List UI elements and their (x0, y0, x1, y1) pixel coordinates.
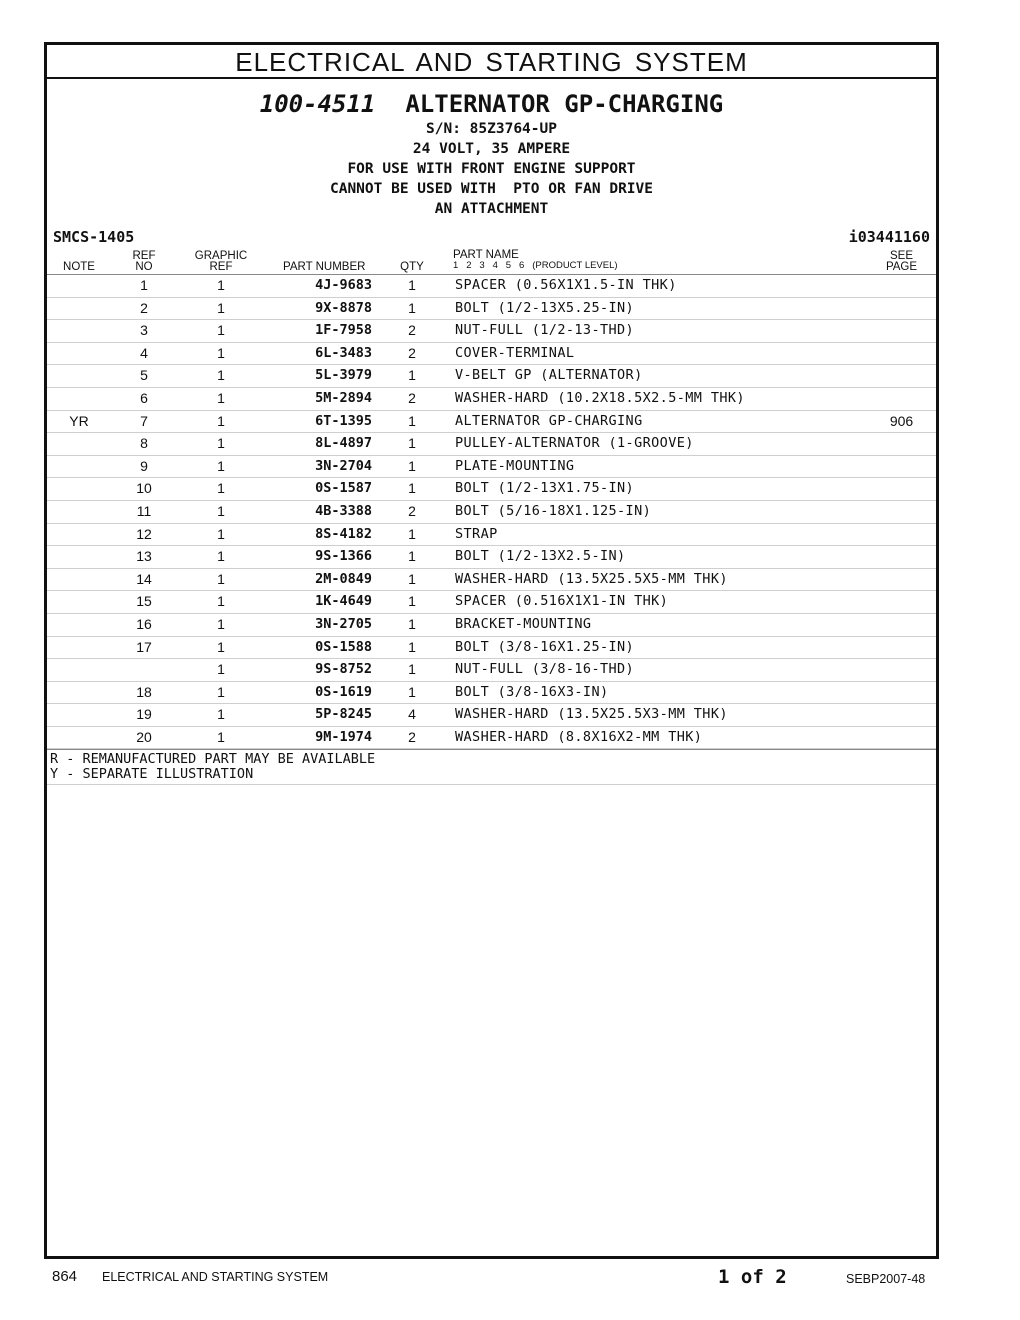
col-graphic-top: GRAPHIC (194, 250, 248, 262)
table-row (47, 591, 936, 614)
part-name-cell: BOLT (1/2-13X5.25-IN) (455, 299, 635, 316)
part-number-cell: 6T-1395 (315, 412, 372, 429)
qty-cell: 1 (408, 638, 416, 655)
parts-page-frame (44, 42, 939, 1259)
qty-cell: 2 (408, 322, 416, 339)
ref-no-cell: 20 (136, 728, 152, 745)
ref-no-cell: 16 (136, 615, 152, 632)
ref-no-cell: 5 (140, 367, 148, 384)
qty-cell: 1 (408, 548, 416, 565)
qty-cell: 1 (408, 435, 416, 452)
part-number-cell: 1K-4649 (315, 593, 372, 610)
graphic-ref-cell: 1 (217, 457, 225, 474)
table-row (47, 320, 936, 343)
table-row (47, 388, 936, 411)
ref-no-cell: 13 (136, 548, 152, 565)
section-title: ELECTRICAL AND STARTING SYSTEM (47, 45, 936, 79)
code-row (47, 228, 936, 248)
table-row (47, 659, 936, 682)
smcs-code: SMCS-1405 (53, 228, 135, 246)
table-row (47, 456, 936, 479)
part-name-cell: COVER-TERMINAL (455, 344, 575, 361)
qty-cell: 1 (408, 570, 416, 587)
table-row (47, 524, 936, 547)
table-row (47, 704, 936, 727)
part-number-cell: 3N-2704 (315, 457, 372, 474)
group-number: 100-4511 (259, 90, 376, 118)
usage-note: FOR USE WITH FRONT ENGINE SUPPORT (347, 161, 636, 177)
table-row (47, 682, 936, 705)
part-number-cell: 5M-2894 (315, 389, 372, 406)
graphic-ref-cell: 1 (217, 706, 225, 723)
part-number-cell: 9M-1974 (315, 728, 372, 745)
qty-cell: 1 (408, 615, 416, 632)
col-qty: QTY (400, 261, 424, 273)
graphic-ref-cell: 1 (217, 728, 225, 745)
part-number-cell: 9X-8878 (315, 299, 372, 316)
group-title-block (47, 79, 936, 219)
part-name-cell: STRAP (455, 525, 498, 542)
graphic-ref-cell: 1 (217, 661, 225, 678)
col-graphic-bottom: REF (209, 261, 233, 273)
part-name-cell: PULLEY-ALTERNATOR (1-GROOVE) (455, 435, 694, 452)
graphic-ref-cell: 1 (217, 435, 225, 452)
legend-remanufactured: R - REMANUFACTURED PART MAY BE AVAILABLE (50, 751, 376, 768)
ref-no-cell: 19 (136, 706, 152, 723)
part-number-cell: 6L-3483 (315, 344, 372, 361)
part-name-cell: NUT-FULL (1/2-13-THD) (455, 322, 635, 339)
table-row (47, 569, 936, 592)
ref-no-cell: 15 (136, 593, 152, 610)
col-ref-bottom: NO (135, 261, 153, 273)
graphic-ref-cell: 1 (217, 570, 225, 587)
col-note: NOTE (63, 261, 95, 273)
table-row (47, 411, 936, 434)
table-row (47, 365, 936, 388)
part-name-cell: PLATE-MOUNTING (455, 457, 575, 474)
graphic-ref-cell: 1 (217, 412, 225, 429)
part-name-cell: NUT-FULL (3/8-16-THD) (455, 661, 635, 678)
part-name-cell: BOLT (1/2-13X1.75-IN) (455, 480, 635, 497)
graphic-ref-cell: 1 (217, 322, 225, 339)
ref-no-cell: 6 (140, 389, 148, 406)
ref-no-cell: 10 (136, 480, 152, 497)
graphic-ref-cell: 1 (217, 480, 225, 497)
table-row (47, 343, 936, 366)
ref-no-cell: 8 (140, 435, 148, 452)
qty-cell: 1 (408, 457, 416, 474)
graphic-ref-cell: 1 (217, 525, 225, 542)
note-legend (47, 749, 936, 785)
table-row (47, 478, 936, 501)
restriction-note: CANNOT BE USED WITH PTO OR FAN DRIVE (329, 181, 653, 197)
note-cell: YR (69, 412, 89, 429)
part-number-cell: 4J-9683 (315, 277, 372, 293)
part-number-cell: 8S-4182 (315, 525, 372, 542)
part-number-cell: 0S-1619 (315, 683, 372, 700)
ref-no-cell: 12 (136, 525, 152, 542)
part-number-cell: 1F-7958 (315, 322, 372, 339)
part-name-cell: ALTERNATOR GP-CHARGING (455, 412, 643, 429)
graphic-ref-cell: 1 (217, 638, 225, 655)
qty-cell: 1 (408, 593, 416, 610)
ref-no-cell: 2 (140, 299, 148, 316)
ref-no-cell: 9 (140, 457, 148, 474)
qty-cell: 2 (408, 344, 416, 361)
part-name-cell: BOLT (3/8-16X3-IN) (455, 683, 609, 700)
qty-cell: 2 (408, 728, 416, 745)
col-see-bottom: PAGE (885, 261, 918, 273)
qty-cell: 1 (408, 525, 416, 542)
ref-no-cell: 4 (140, 344, 148, 361)
part-name-cell: WASHER-HARD (10.2X18.5X2.5-MM THK) (455, 389, 745, 406)
ref-no-cell: 7 (140, 412, 148, 429)
part-name-cell: SPACER (0.56X1X1.5-IN THK) (455, 277, 677, 293)
graphic-ref-cell: 1 (217, 593, 225, 610)
part-number-cell: 4B-3388 (315, 502, 372, 519)
see-page-cell: 906 (889, 412, 914, 429)
ref-no-cell: 14 (136, 570, 152, 587)
qty-cell: 1 (408, 277, 416, 293)
group-title (47, 89, 936, 119)
part-name-cell: WASHER-HARD (13.5X25.5X3-MM THK) (455, 706, 728, 723)
group-name: ALTERNATOR GP-CHARGING (405, 90, 724, 118)
part-number-cell: 9S-1366 (315, 548, 372, 565)
qty-cell: 1 (408, 367, 416, 384)
part-number-cell: 5L-3979 (315, 367, 372, 384)
page-number: 864 (52, 1268, 78, 1285)
document-id: SEBP2007-48 (846, 1272, 926, 1286)
qty-cell: 2 (408, 502, 416, 519)
graphic-ref-cell: 1 (217, 299, 225, 316)
graphic-ref-cell: 1 (217, 277, 225, 293)
part-name-cell: BOLT (5/16-18X1.125-IN) (455, 502, 652, 519)
table-row (47, 433, 936, 456)
table-header (47, 248, 936, 275)
part-number-cell: 9S-8752 (315, 661, 372, 678)
ref-no-cell: 17 (136, 638, 152, 655)
table-row (47, 275, 936, 298)
ref-no-cell: 1 (140, 277, 148, 293)
part-name-cell: SPACER (0.516X1X1-IN THK) (455, 593, 669, 610)
part-number-cell: 3N-2705 (315, 615, 372, 632)
graphic-ref-cell: 1 (217, 502, 225, 519)
part-name-cell: WASHER-HARD (8.8X16X2-MM THK) (455, 728, 703, 745)
part-name-cell: BOLT (1/2-13X2.5-IN) (455, 548, 626, 565)
illustration-id: i03441160 (848, 228, 930, 246)
table-row (47, 546, 936, 569)
ref-no-cell: 11 (136, 502, 152, 519)
rating-line: 24 VOLT, 35 AMPERE (412, 141, 571, 157)
part-name-cell: V-BELT GP (ALTERNATOR) (455, 367, 643, 384)
col-part-number: PART NUMBER (283, 261, 366, 273)
col-product-level: 1 2 3 4 5 6 (PRODUCT LEVEL) (453, 260, 618, 271)
col-ref-top: REF (132, 250, 156, 262)
part-name-cell: BRACKET-MOUNTING (455, 615, 592, 632)
part-name-cell: BOLT (3/8-16X1.25-IN) (455, 638, 635, 655)
part-number-cell: 8L-4897 (315, 435, 372, 452)
ref-no-cell: 3 (140, 322, 148, 339)
qty-cell: 1 (408, 480, 416, 497)
part-number-cell: 0S-1588 (315, 638, 372, 655)
qty-cell: 1 (408, 683, 416, 700)
graphic-ref-cell: 1 (217, 683, 225, 700)
table-row (47, 298, 936, 321)
graphic-ref-cell: 1 (217, 344, 225, 361)
graphic-ref-cell: 1 (217, 367, 225, 384)
graphic-ref-cell: 1 (217, 615, 225, 632)
col-see-top: SEE (889, 250, 913, 262)
serial-range: S/N: 85Z3764-UP (426, 121, 557, 137)
ref-no-cell: 18 (136, 683, 152, 700)
col-part-name: PART NAME (453, 249, 519, 261)
legend-separate-illustration: Y - SEPARATE ILLUSTRATION (50, 766, 254, 783)
restriction-note-2: AN ATTACHMENT (434, 201, 549, 217)
qty-cell: 2 (408, 389, 416, 406)
parts-table-body (47, 275, 936, 749)
part-name-cell: WASHER-HARD (13.5X25.5X5-MM THK) (455, 570, 728, 587)
part-number-cell: 2M-0849 (315, 570, 372, 587)
part-number-cell: 5P-8245 (315, 706, 372, 723)
table-row (47, 614, 936, 637)
footer-section: ELECTRICAL AND STARTING SYSTEM (102, 1270, 329, 1284)
qty-cell: 1 (408, 661, 416, 678)
sheet-indicator: 1 of 2 (718, 1266, 787, 1288)
qty-cell: 1 (408, 412, 416, 429)
graphic-ref-cell: 1 (217, 548, 225, 565)
qty-cell: 4 (408, 706, 416, 723)
table-row (47, 727, 936, 750)
qty-cell: 1 (408, 299, 416, 316)
part-number-cell: 0S-1587 (315, 480, 372, 497)
table-row (47, 637, 936, 660)
table-row (47, 501, 936, 524)
graphic-ref-cell: 1 (217, 389, 225, 406)
page-footer (0, 1266, 1020, 1290)
